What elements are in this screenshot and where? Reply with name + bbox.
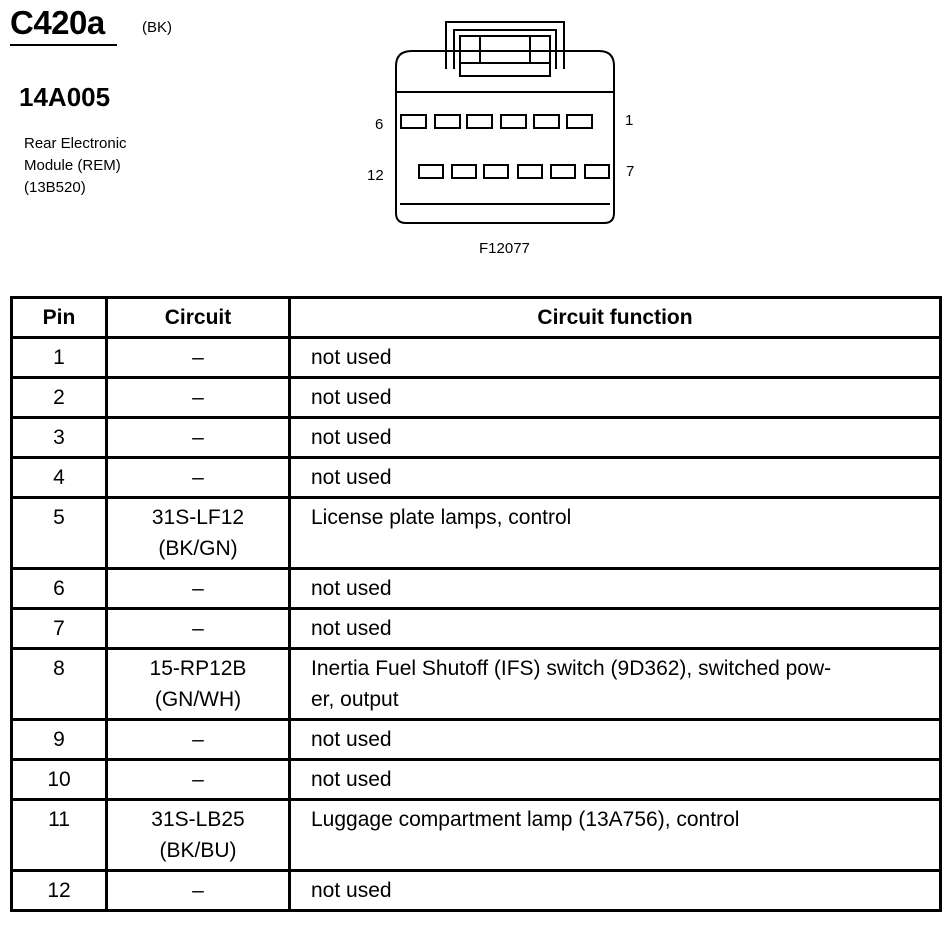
pin-cavity-3 — [501, 115, 526, 128]
circuit-function-cell — [290, 871, 941, 911]
table-row — [12, 760, 941, 800]
table-row — [12, 649, 941, 720]
circuit-function-line: not used — [311, 577, 392, 600]
circuit-line: – — [192, 426, 204, 449]
latch-window — [460, 36, 550, 76]
pinout-table — [10, 296, 942, 912]
circuit-function-cell — [290, 720, 941, 760]
circuit-function-line: not used — [311, 466, 392, 489]
connector-id: C420a — [10, 4, 105, 41]
module-description-line: (13B520) — [24, 179, 86, 196]
circuit-cell — [107, 649, 290, 720]
circuit-line: – — [192, 346, 204, 369]
circuit-cell — [107, 569, 290, 609]
circuit-function-cell — [290, 498, 941, 569]
figure-code: F12077 — [479, 240, 530, 257]
circuit-function-line: not used — [311, 617, 392, 640]
circuit-line: – — [192, 577, 204, 600]
circuit-cell — [107, 338, 290, 378]
connector-color-code: (BK) — [142, 19, 172, 36]
circuit-line: 31S-LF12 — [151, 506, 245, 529]
circuit-function-cell — [290, 378, 941, 418]
pin-number-cell: 8 — [12, 649, 107, 720]
pin-cavity-6 — [401, 115, 426, 128]
pin-cavity-9 — [518, 165, 542, 178]
pin-number-cell: 9 — [12, 720, 107, 760]
pin-cavity-12 — [419, 165, 443, 178]
table-body — [12, 338, 941, 911]
circuit-function-cell — [290, 569, 941, 609]
pin-label-6: 6 — [375, 116, 384, 133]
pin-number-cell: 10 — [12, 760, 107, 800]
circuit-line: (BK/GN) — [158, 537, 238, 560]
circuit-cell — [107, 378, 290, 418]
header-pin: Pin — [12, 298, 107, 338]
circuit-function-line: not used — [311, 768, 392, 791]
pin-cavity-4 — [467, 115, 492, 128]
pin-cavity-5 — [435, 115, 460, 128]
connector-face-diagram — [360, 15, 630, 230]
circuit-function-cell — [290, 458, 941, 498]
pin-number-cell: 6 — [12, 569, 107, 609]
table-row — [12, 609, 941, 649]
circuit-function-cell — [290, 609, 941, 649]
module-description-line: Module (REM) — [24, 157, 121, 174]
table-row — [12, 569, 941, 609]
circuit-cell — [107, 418, 290, 458]
circuit-cell — [107, 609, 290, 649]
circuit-cell — [107, 760, 290, 800]
pin-cavity-7 — [585, 165, 609, 178]
pin-label-12: 12 — [367, 167, 384, 184]
pin-label-1: 1 — [625, 112, 634, 129]
circuit-cell — [107, 458, 290, 498]
circuit-line: – — [192, 768, 204, 791]
table-row — [12, 458, 941, 498]
table-row — [12, 418, 941, 458]
pin-number-cell: 1 — [12, 338, 107, 378]
circuit-line: (BK/BU) — [159, 839, 237, 862]
pin-number-cell: 2 — [12, 378, 107, 418]
circuit-cell — [107, 871, 290, 911]
pin-cavity-1 — [567, 115, 592, 128]
circuit-function-line: Inertia Fuel Shutoff (IFS) switch (9D362), switched pow- — [311, 657, 832, 680]
circuit-function-cell — [290, 800, 941, 871]
title-underline — [10, 44, 117, 46]
pin-number-cell: 4 — [12, 458, 107, 498]
pin-number-cell: 11 — [12, 800, 107, 871]
circuit-line: (GN/WH) — [154, 688, 242, 711]
module-description-line: Rear Electronic — [24, 135, 127, 152]
pin-number-cell: 5 — [12, 498, 107, 569]
table-row — [12, 338, 941, 378]
circuit-line: – — [192, 617, 204, 640]
pin-number-cell: 3 — [12, 418, 107, 458]
circuit-function-line: Luggage compartment lamp (13A756), control — [311, 808, 740, 831]
header-circuit: Circuit — [107, 298, 290, 338]
circuit-function-cell — [290, 418, 941, 458]
pin-number-cell: 7 — [12, 609, 107, 649]
table-header-row — [12, 298, 941, 338]
table-row — [12, 378, 941, 418]
circuit-function-line: not used — [311, 386, 392, 409]
circuit-line: 15-RP12B — [149, 657, 247, 680]
circuit-line: – — [192, 879, 204, 902]
circuit-function-cell — [290, 649, 941, 720]
circuit-function-cell — [290, 338, 941, 378]
circuit-function-line: not used — [311, 879, 392, 902]
circuit-function-line: not used — [311, 728, 392, 751]
circuit-line: – — [192, 466, 204, 489]
header-circuit-function: Circuit function — [290, 298, 941, 338]
pin-cavity-11 — [452, 165, 476, 178]
circuit-function-cell — [290, 760, 941, 800]
part-number: 14A005 — [19, 82, 111, 112]
circuit-line: – — [192, 728, 204, 751]
circuit-cell — [107, 498, 290, 569]
pin-cavity-8 — [551, 165, 575, 178]
table-row — [12, 800, 941, 871]
circuit-function-line: not used — [311, 346, 392, 369]
circuit-function-line: er, output — [311, 688, 399, 711]
pin-cavity-2 — [534, 115, 559, 128]
table-row — [12, 720, 941, 760]
circuit-function-line: not used — [311, 426, 392, 449]
circuit-line: – — [192, 386, 204, 409]
table-row — [12, 871, 941, 911]
module-description — [24, 133, 127, 199]
circuit-function-line: License plate lamps, control — [311, 506, 572, 529]
pin-label-7: 7 — [626, 163, 635, 180]
circuit-line: 31S-LB25 — [151, 808, 245, 831]
pin-number-cell: 12 — [12, 871, 107, 911]
circuit-cell — [107, 720, 290, 760]
circuit-cell — [107, 800, 290, 871]
table-row — [12, 498, 941, 569]
pin-cavity-10 — [484, 165, 508, 178]
